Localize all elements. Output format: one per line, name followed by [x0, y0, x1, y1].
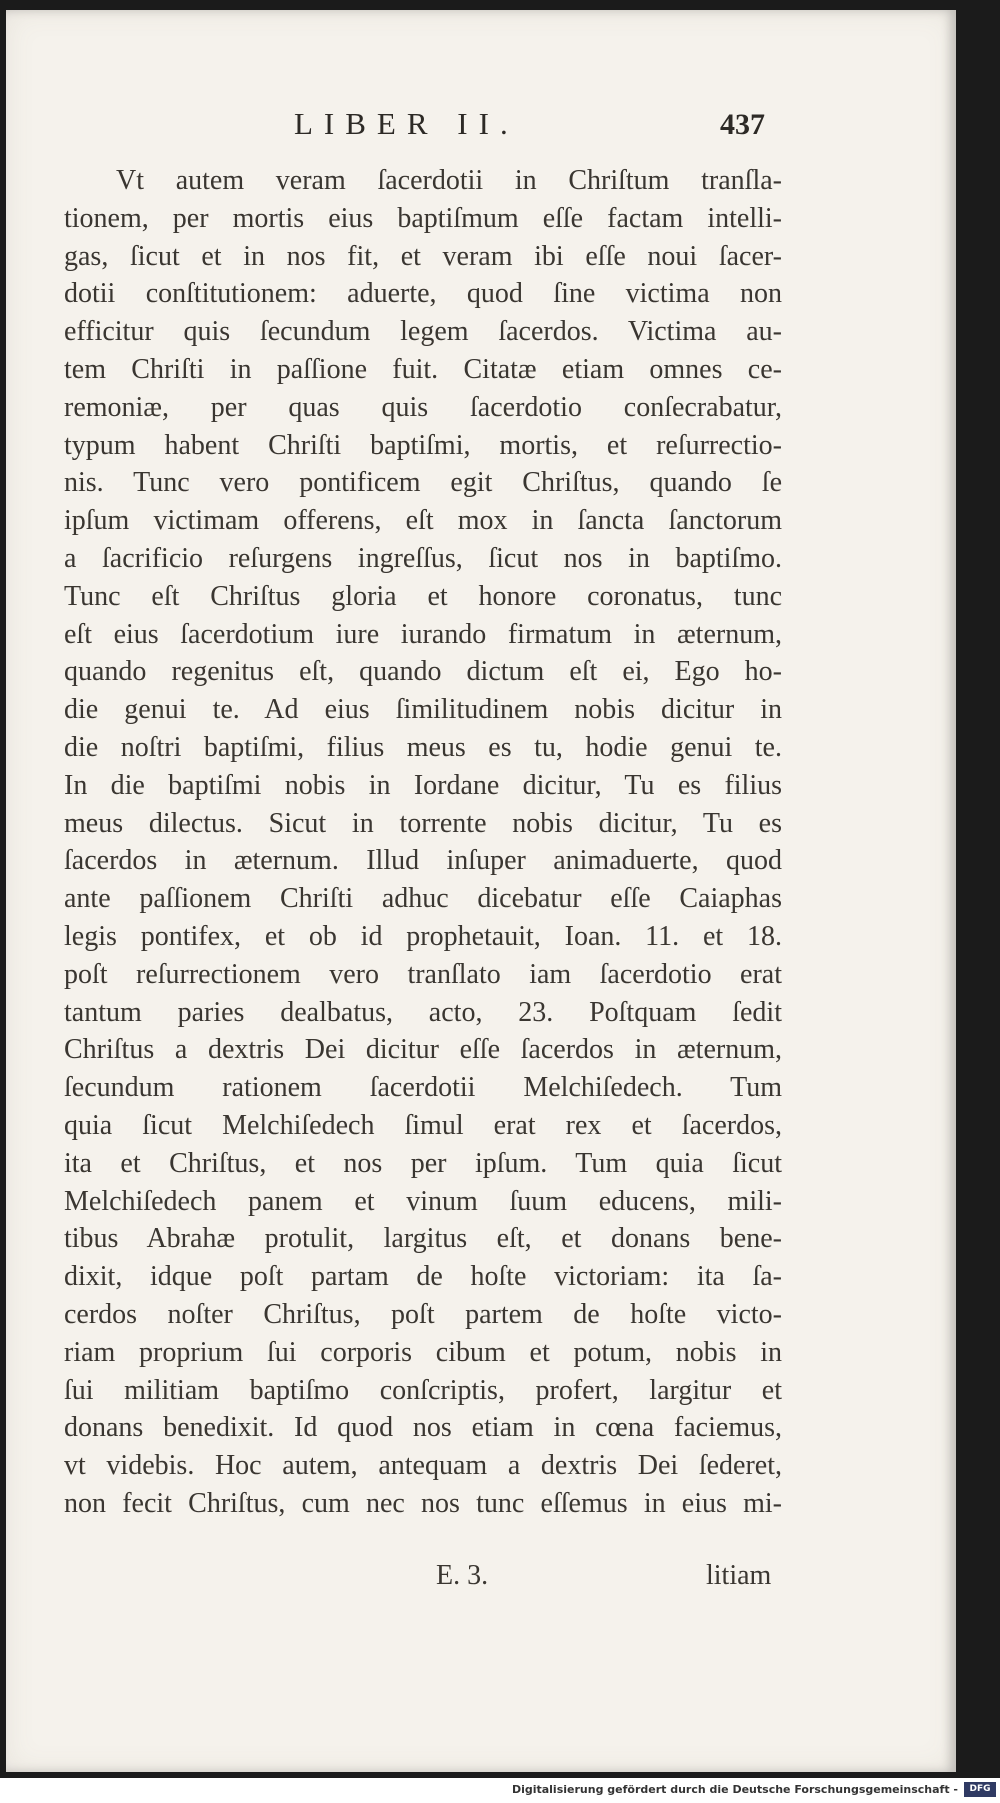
text-line: a ſacrificio reſurgens ingreſſus, ſicut nos in baptiſmo. [64, 542, 782, 574]
text-line: poſt reſurrectionem vero tranſlato iam ſacerdotio erat [64, 958, 782, 990]
text-line: ipſum victimam offerens, eſt mox in ſancta ſanctorum [64, 505, 782, 537]
signature-mark: E. 3. [436, 1560, 489, 1591]
dfg-logo: DFG [964, 1782, 996, 1797]
text-line: ſecundum rationem ſacerdotii Melchiſedech. Tum [64, 1072, 782, 1104]
text-line: ante paſſionem Chriſti adhuc dicebatur eſſe Caiaphas [64, 883, 782, 915]
text-line: ſui militiam baptiſmo conſcriptis, profert, largitur et [64, 1374, 782, 1406]
text-line: quando regenitus eſt, quando dictum eſt ei, Ego ho- [64, 656, 782, 688]
text-line: Melchiſedech panem et vinum ſuum educens, mili- [64, 1185, 782, 1217]
text-line: die genui te. Ad eius ſimilitudinem nobis dicitur in [64, 694, 782, 726]
credit-bar [0, 1778, 1000, 1803]
text-line: dotii conſtitutionem: aduerte, quod ſine victima non [64, 278, 782, 310]
text-line: typum habent Chriſti baptiſmi, mortis, et reſurrectio- [64, 429, 782, 461]
text-line: die noſtri baptiſmi, filius meus es tu, hodie genui te. [64, 731, 782, 763]
running-title: LIBER II. [294, 106, 519, 141]
body-text [64, 162, 782, 1523]
text-line: tem Chriſti in paſſione fuit. Citatæ etiam omnes ce- [64, 353, 782, 385]
text-line: Chriſtus a dextris Dei dicitur eſſe ſacerdos in æternum, [64, 1034, 782, 1066]
text-line: tionem, per mortis eius baptiſmum eſſe factam intelli- [64, 202, 782, 234]
page-header [6, 106, 956, 146]
page-footer [6, 1560, 956, 1600]
text-line: eſt eius ſacerdotium iure iurando firmatum in æternum, [64, 618, 782, 650]
text-line: nis. Tunc vero pontificem egit Chriſtus, quando ſe [64, 467, 782, 499]
page-number: 437 [720, 108, 765, 141]
text-line: non fecit Chriſtus, cum nec nos tunc eſſemus in eius mi- [64, 1487, 782, 1519]
text-line: ſacerdos in æternum. Illud inſuper animaduerte, quod [64, 845, 782, 877]
text-line: cerdos noſter Chriſtus, poſt partem de hoſte victo- [64, 1298, 782, 1330]
text-line: Tunc eſt Chriſtus gloria et honore coronatus, tunc [64, 580, 782, 612]
text-line: quia ſicut Melchiſedech ſimul erat rex et ſacerdos, [64, 1109, 782, 1141]
text-line: tibus Abrahæ protulit, largitus eſt, et donans bene- [64, 1223, 782, 1255]
text-line: meus dilectus. Sicut in torrente nobis dicitur, Tu es [64, 807, 782, 839]
text-line: donans benedixit. Id quod nos etiam in cœna faciemus, [64, 1412, 782, 1444]
catchword: litiam [706, 1560, 772, 1591]
text-line: In die baptiſmi nobis in Iordane dicitur, Tu es filius [64, 769, 782, 801]
text-line: legis pontifex, et ob id prophetauit, Ioan. 11. et 18. [64, 920, 782, 952]
text-line: efficitur quis ſecundum legem ſacerdos. Victima au- [64, 316, 782, 348]
text-line: vt videbis. Hoc autem, antequam a dextris Dei ſederet, [64, 1450, 782, 1482]
text-line: dixit, idque poſt partam de hoſte victoriam: ita ſa- [64, 1261, 782, 1293]
text-line: gas, ſicut et in nos fit, et veram ibi eſſe noui ſacer- [64, 240, 782, 272]
credit-text: Digitalisierung gefördert durch die Deutsche Forschungsgemeinschaft - [511, 1783, 958, 1796]
text-line: remoniæ, per quas quis ſacerdotio conſecrabatur, [64, 391, 782, 423]
text-line: tantum paries dealbatus, acto, 23. Poſtquam ſedit [64, 996, 782, 1028]
book-page [6, 10, 956, 1772]
text-line: Vt autem veram ſacerdotii in Chriſtum tranſla- [116, 165, 782, 196]
text-line: ita et Chriſtus, et nos per ipſum. Tum quia ſicut [64, 1147, 782, 1179]
text-line: riam proprium ſui corporis cibum et potum, nobis in [64, 1336, 782, 1368]
